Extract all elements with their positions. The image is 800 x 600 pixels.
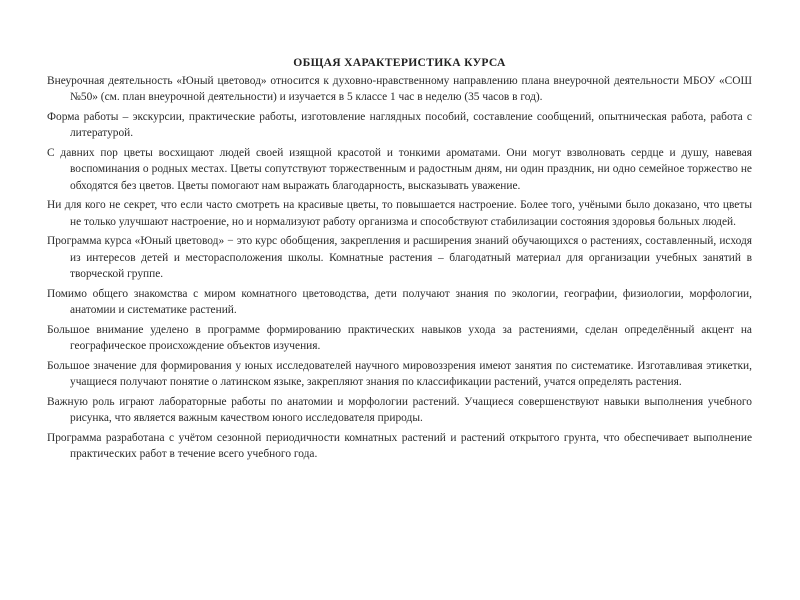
paragraph-flowers-mood: Ни для кого не секрет, что если часто смотреть на красивые цветы, то повышается настроение. Более того, учёными было доказано, что цветы не только улучшают настроение, но и нормализуют работу организма и способствуют стабилизации состояния здоровья больных людей. [47, 199, 752, 228]
paragraph-course-overview: Внеурочная деятельность «Юный цветовод» относится к духовно-нравственному направлению плана внеурочной деятельности МБОУ «СОШ №50» (см. план внеурочной деятельности) и изучается в 5 классе 1 час в неделю (35 часов в год). [47, 75, 752, 104]
paragraph-knowledge-areas: Помимо общего знакомства с миром комнатного цветоводства, дети получают знания по экологии, географии, физиологии, морфологии, анатомии и систематике растений. [47, 287, 752, 316]
paragraph-work-forms: Форма работы – экскурсии, практические работы, изготовление наглядных пособий, составление сообщений, опытническая работа, работа с литературой. [47, 111, 752, 140]
document-page [47, 55, 752, 466]
paragraph-flowers-beauty: С давних пор цветы восхищают людей своей изящной красотой и тонкими ароматами. Они могут взволновать сердце и душу, навевая воспоминания о родных местах. Цветы сопутствуют торжественным и радостным дням, ни один праздник, ни одно семейное торжество не обходятся без цветов. Цветы помогают нам выражать благодарность, высказывать уважение. [47, 147, 752, 192]
paragraph-seasonality: Программа разработана с учётом сезонной периодичности комнатных растений и растений открытого грунта, что обеспечивает выполнение практических работ в течение всего учебного года. [47, 431, 752, 460]
paragraph-systematics: Большое значение для формирования у юных исследователей научного мировоззрения имеют занятия по систематике. Изготавливая этикетки, учащиеся получают понятие о латинском языке, закрепляют знания по классификации растений, учатся определять растения. [47, 359, 752, 388]
page-title: ОБЩАЯ ХАРАКТЕРИСТИКА КУРСА [293, 56, 506, 69]
paragraph-practical-skills: Большое внимание уделено в программе формированию практических навыков ухода за растениями, сделан определённый акцент на географическое происхождение объектов изучения. [47, 323, 752, 352]
paragraph-lab-work: Важную роль играют лабораторные работы по анатомии и морфологии растений. Учащиеся совершенствуют навыки выполнения учебного рисунка, что является важным качеством юного исследователя природы. [47, 395, 752, 424]
paragraph-program-description: Программа курса «Юный цветовод» − это курс обобщения, закрепления и расширения знаний обучающихся о растениях, составленный, исходя из интересов детей и месторасположения школы. Комнатные растения – благодатный материал для организации учебных занятий в творческой группе. [47, 235, 752, 280]
